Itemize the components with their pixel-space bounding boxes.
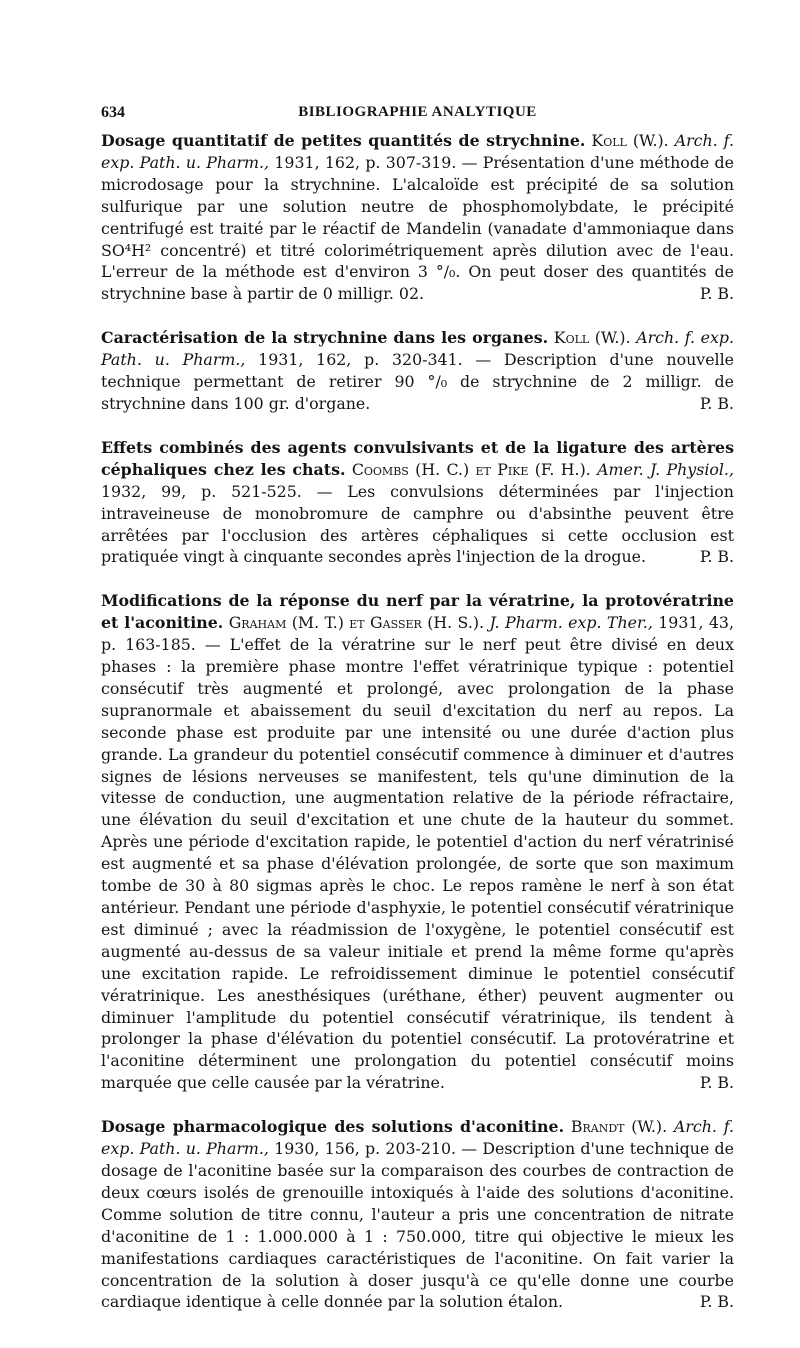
entry-signature: P. B. [699,547,734,567]
entry-signature: P. B. [699,1073,734,1093]
bibliography-entry [101,437,734,568]
page-number: 634 [101,104,125,121]
bibliography-entry [101,130,734,305]
entry-authors: Koll (W.). [591,131,669,150]
entry-authors: Graham (M. T.) et Gasser (H. S.). [228,613,485,633]
entry-title: Caractérisation de la strychnine dans les organes. [101,328,549,348]
entry-body: Description d'une nouvelle technique permettant de retirer 90 °/₀ de strychnine de 2 milligr. de strychnine dans 100 gr. d'organe. [101,350,734,413]
entry-authors: Brandt (W.). [570,1117,668,1137]
entry-signature: P. B. [699,1292,734,1312]
entry-journal: J. Pharm. exp. Ther., [489,613,653,633]
entry-journal: Arch. f. exp. Path. u. Pharm., [101,1117,735,1159]
entry-citation: 1931, 43, p. 163-185. — [101,613,734,655]
entry-body: Les convulsions déterminées par l'injection intraveineuse de monobromure de camphre ou d'absinthe peuvent être arrêtées par l'occlusion des artères céphaliques si cette occlusion est pratiquée vingt à cinquante secondes après l'injection de la drogue. [101,481,734,567]
entry-citation: 1932, 99, p. 521-525. — [101,481,333,501]
bibliography-entry [101,590,734,1094]
entry-title: Modifications de la réponse du nerf par la vératrine, la protovératrine et l'aconitine. [101,591,734,633]
entry-citation: 1931, 162, p. 307-319. — [274,152,478,172]
entry-body: L'effet de la vératrine sur le nerf peut être divisé en deux phases : la première phase montre l'effet vératrinique typique : potentiel consécutif très augmenté et prolongé, avec prolongation de la phase supranormale et abaissement du seuil d'excitation du nerf au repos. La seconde phase est produite par une intensité ou une durée d'action plus grande. La grandeur du potentiel consécutif commence à diminuer et d'autres signes de lésions nerveuses se manifestent, tels qu'une diminution de la vitesse de conduction, une augmentation relative de la période réfractaire, une élévation du seuil d'excitation et une chute de la hauteur du sommet. Après une période d'excitation rapide, le potentiel d'action du nerf vératrinisé est augmenté et sa phase d'élévation prolongée, de sorte que son maximum tombe de 30 à 80 sigmas après le choc. Le repos ramène le nerf à son état antérieur. Pendant une période d'asphyxie, le potentiel consécutif vératrinique est diminué ; avec la réadmission de l'oxygène, le potentiel consécutif est augmenté au-dessus de sa valeur initiale et prend la même forme qu'après une excitation rapide. Le refroidissement diminue le potentiel consécutif vératrinique. Les anesthésiques (uréthane, éther) peuvent augmenter ou diminuer l'amplitude du potentiel consécutif vératrinique, ils tendent à prolonger la phase d'élévation du potentiel consécutif. La protovératrine et l'aconitine déterminent une prolongation du potentiel consécutif moins marquée que celle causée par la vératrine. [101,635,735,1093]
bibliography-entries [101,130,734,1335]
entry-journal: Amer. J. Physiol., [597,459,734,479]
bibliography-entry [101,1116,734,1313]
entry-citation: 1930, 156, p. 203-210. — [274,1139,478,1159]
running-header-title: BIBLIOGRAPHIE ANALYTIQUE [298,104,537,120]
entry-journal: Arch. f. exp. Path. u. Pharm., [101,131,734,172]
entry-signature: P. B. [699,393,734,413]
entry-body: Description d'une technique de dosage de l'aconitine basée sur la comparaison des courbes de contraction de deux cœurs isolés de grenouille intoxiqués à l'aide des solutions d'aconitine. Comme solution de titre connu, l'auteur a pris une concentration de nitrate d'aconitine de 1 : 1.000.000 à 1 : 750.000, titre qui objective le mieux les manifestations cardiaques caractéristiques de l'aconitine. On fait varier la concentration de la solution à doser jusqu'à ce qu'elle donne une courbe cardiaque identique à celle donnée par la solution étalon. [101,1139,734,1312]
entry-signature: P. B. [699,284,734,304]
bibliography-entry [101,327,734,415]
running-header [101,104,734,128]
entry-title: Effets combinés des agents convulsivants et de la ligature des artères céphaliques chez les chats. [101,437,734,479]
entry-title: Dosage quantitatif de petites quantités de strychnine. [101,131,586,150]
entry-authors: Koll (W.). [553,328,631,348]
entry-body: Présentation d'une méthode de microdosage pour la strychnine. L'alcaloïde est précipité de sa solution sulfurique par une solution neutre de phosphomolybdate, le précipité centrifugé est traité par le réactif de Mandelin (vanadate d'ammoniaque dans SO⁴H² concentré) et titré colorimétriquement après dilution avec de l'eau. L'erreur de la méthode est d'environ 3 °/₀. On peut doser des quantités de strychnine base à partir de 0 milligr. 02. [101,152,735,304]
entry-citation: 1931, 162, p. 320-341. — [258,350,492,370]
entry-authors: Coombs (H. C.) et Pike (F. H.). [351,459,591,479]
entry-title: Dosage pharmacologique des solutions d'aconitine. [101,1117,565,1137]
entry-journal: Arch. f. exp. Path. u. Pharm., [101,328,735,370]
